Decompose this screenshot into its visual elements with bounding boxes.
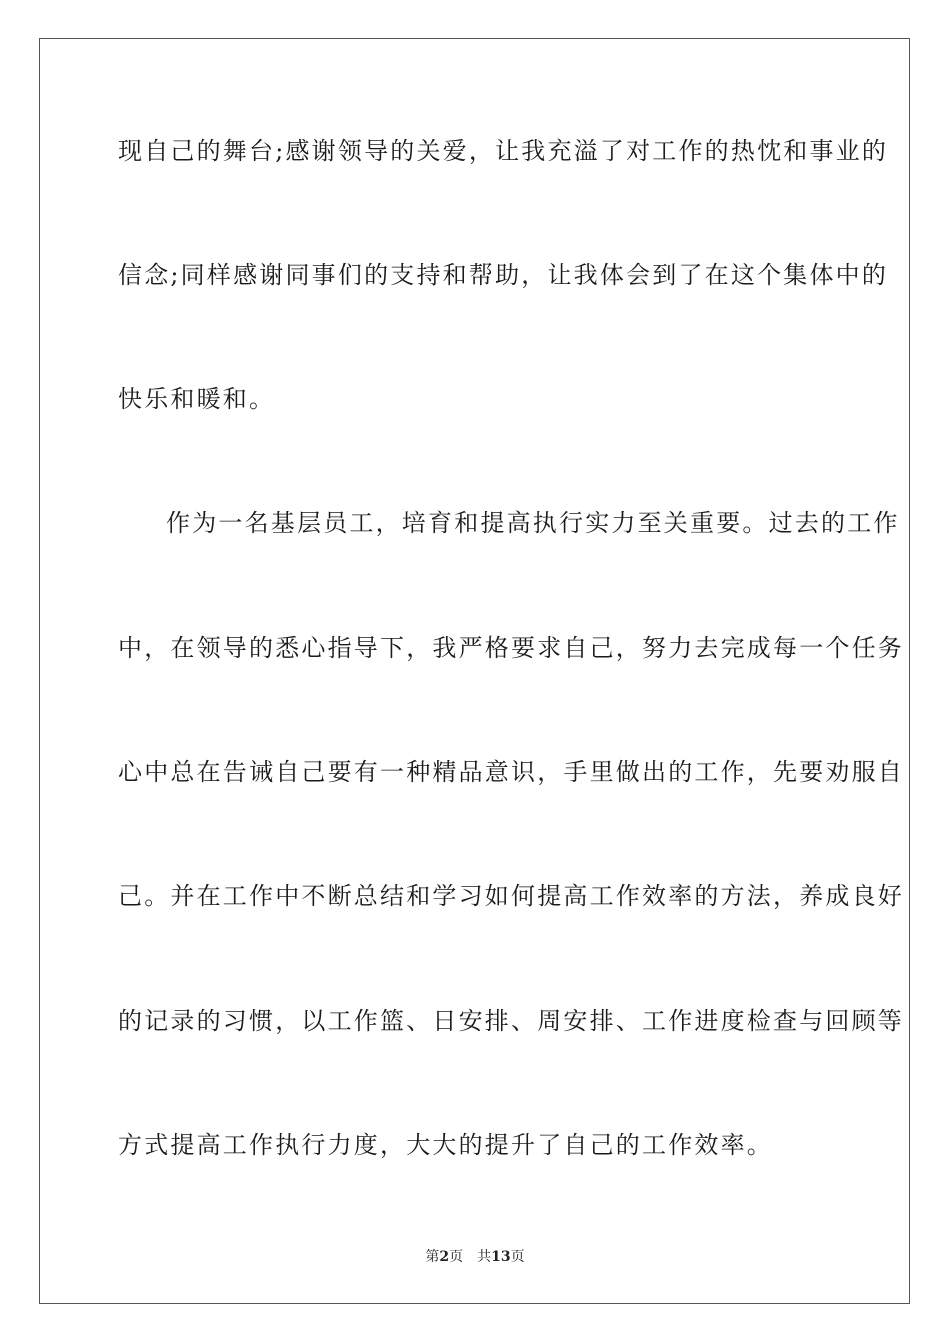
- body-line-5: 中，在领导的悉心指导下，我严格要求自己，努力去完成每一个任务: [118, 634, 904, 662]
- body-line-8: 的记录的习惯，以工作篮、日安排、周安排、工作进度检查与回顾等: [118, 1007, 904, 1035]
- page-border: [39, 38, 910, 1304]
- page-footer: [0, 1248, 950, 1266]
- total-suffix: 页: [510, 1249, 525, 1265]
- body-line-1: 现自己的舞台;感谢领导的关爱，让我充溢了对工作的热忱和事业的: [118, 137, 889, 165]
- page-prefix: 第: [425, 1249, 440, 1265]
- body-line-3: 快乐和暖和。: [118, 385, 276, 413]
- total-prefix: 共: [477, 1249, 492, 1265]
- body-line-4: 作为一名基层员工，培育和提高执行实力至关重要。过去的工作: [166, 509, 900, 537]
- total-pages: 13: [491, 1249, 511, 1265]
- body-line-2: 信念;同样感谢同事们的支持和帮助，让我体会到了在这个集体中的: [118, 261, 889, 289]
- page-suffix: 页: [449, 1249, 464, 1265]
- body-line-9: 方式提高工作执行力度，大大的提升了自己的工作效率。: [118, 1131, 773, 1159]
- body-line-7: 己。并在工作中不断总结和学习如何提高工作效率的方法，养成良好: [118, 882, 904, 910]
- page-number: 2: [439, 1249, 450, 1265]
- body-line-6: 心中总在告诫自己要有一种精品意识，手里做出的工作，先要劝服自: [118, 758, 904, 786]
